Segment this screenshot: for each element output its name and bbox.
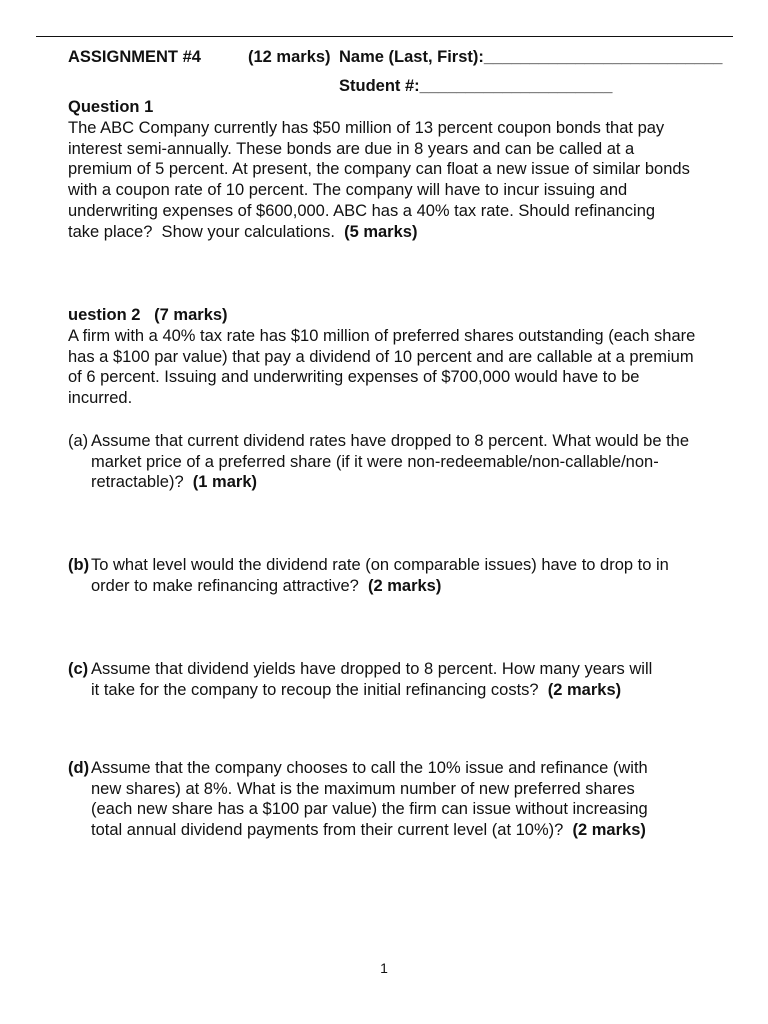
question-2-line: A firm with a 40% tax rate has $10 million of preferred shares outstanding (each share — [68, 327, 696, 345]
part-b-marker: (b) — [68, 556, 90, 574]
total-marks: (12 marks) — [248, 48, 331, 66]
question-1-text — [68, 118, 748, 242]
part-b-line: To what level would the dividend rate (on comparable issues) have to drop to in — [91, 556, 669, 574]
question-1-line: premium of 5 percent. At present, the company can float a new issue of similar bonds — [68, 160, 690, 179]
part-c-last-line — [91, 680, 748, 701]
part-b-last-line — [91, 576, 748, 597]
question-2-line: of 6 percent. Issuing and underwriting expenses of $700,000 would have to be — [68, 368, 640, 387]
part-a-line: Assume that current dividend rates have dropped to 8 percent. What would be the — [91, 432, 690, 450]
question-2-line: has a $100 par value) that pay a dividend of 10 percent and are callable at a premium — [68, 347, 694, 366]
part-d-line: (each new share has a $100 par value) the firm can issue without increasing — [91, 800, 648, 819]
part-a — [68, 431, 748, 493]
part-a-line-text: retractable)? — [91, 473, 193, 492]
question-2-heading: uestion 2 (7 marks) — [68, 306, 228, 324]
part-b-marks: (2 marks) — [367, 576, 442, 595]
name-field-label: Name (Last, First):__________________________ — [339, 48, 723, 66]
question-1-line-text: take place? Show your calculations. — [68, 222, 345, 241]
part-c-marks: (2 marks) — [547, 680, 622, 699]
question-1-line: underwriting expenses of $600,000. ABC has a 40% tax rate. Should refinancing — [68, 201, 656, 220]
student-number-label: Student #:_____________________ — [339, 77, 613, 95]
part-c-line: Assume that dividend yields have dropped to 8 percent. How many years will — [91, 660, 653, 678]
part-d-marker: (d) — [68, 759, 90, 777]
part-c-marker: (c) — [68, 660, 89, 678]
part-d — [68, 758, 748, 841]
part-a-marks: (1 mark) — [192, 473, 257, 492]
part-d-line-text: total annual dividend payments from their current level (at 10%)? — [91, 821, 573, 840]
part-d-last-line — [91, 820, 748, 841]
page-number: 1 — [380, 960, 388, 976]
question-1-line: interest semi-annually. These bonds are due in 8 years and can be called at a — [68, 139, 635, 158]
part-c — [68, 659, 748, 700]
part-b-line-text: order to make refinancing attractive? — [91, 576, 368, 595]
part-d-marks: (2 marks) — [572, 821, 646, 840]
top-rule — [36, 36, 733, 37]
question-1-heading: Question 1 — [68, 98, 154, 116]
part-d-line: Assume that the company chooses to call the 10% issue and refinance (with — [91, 759, 648, 777]
question-1-last-line — [68, 222, 748, 243]
part-d-line: new shares) at 8%. What is the maximum number of new preferred shares — [91, 779, 635, 798]
part-c-line-text: it take for the company to recoup the initial refinancing costs? — [91, 680, 548, 699]
part-a-marker: (a) — [68, 432, 89, 450]
part-a-last-line — [91, 472, 748, 493]
question-2-line: incurred. — [68, 389, 133, 408]
question-1-line: The ABC Company currently has $50 million of 13 percent coupon bonds that pay — [68, 119, 665, 137]
question-2-text — [68, 326, 748, 409]
question-1-line: with a coupon rate of 10 percent. The company will have to incur issuing and — [68, 181, 628, 200]
assignment-title: ASSIGNMENT #4 — [68, 48, 201, 66]
question-1-marks: (5 marks) — [344, 222, 418, 241]
part-a-line: market price of a preferred share (if it were non-redeemable/non-callable/non- — [91, 452, 659, 471]
part-b — [68, 555, 748, 596]
